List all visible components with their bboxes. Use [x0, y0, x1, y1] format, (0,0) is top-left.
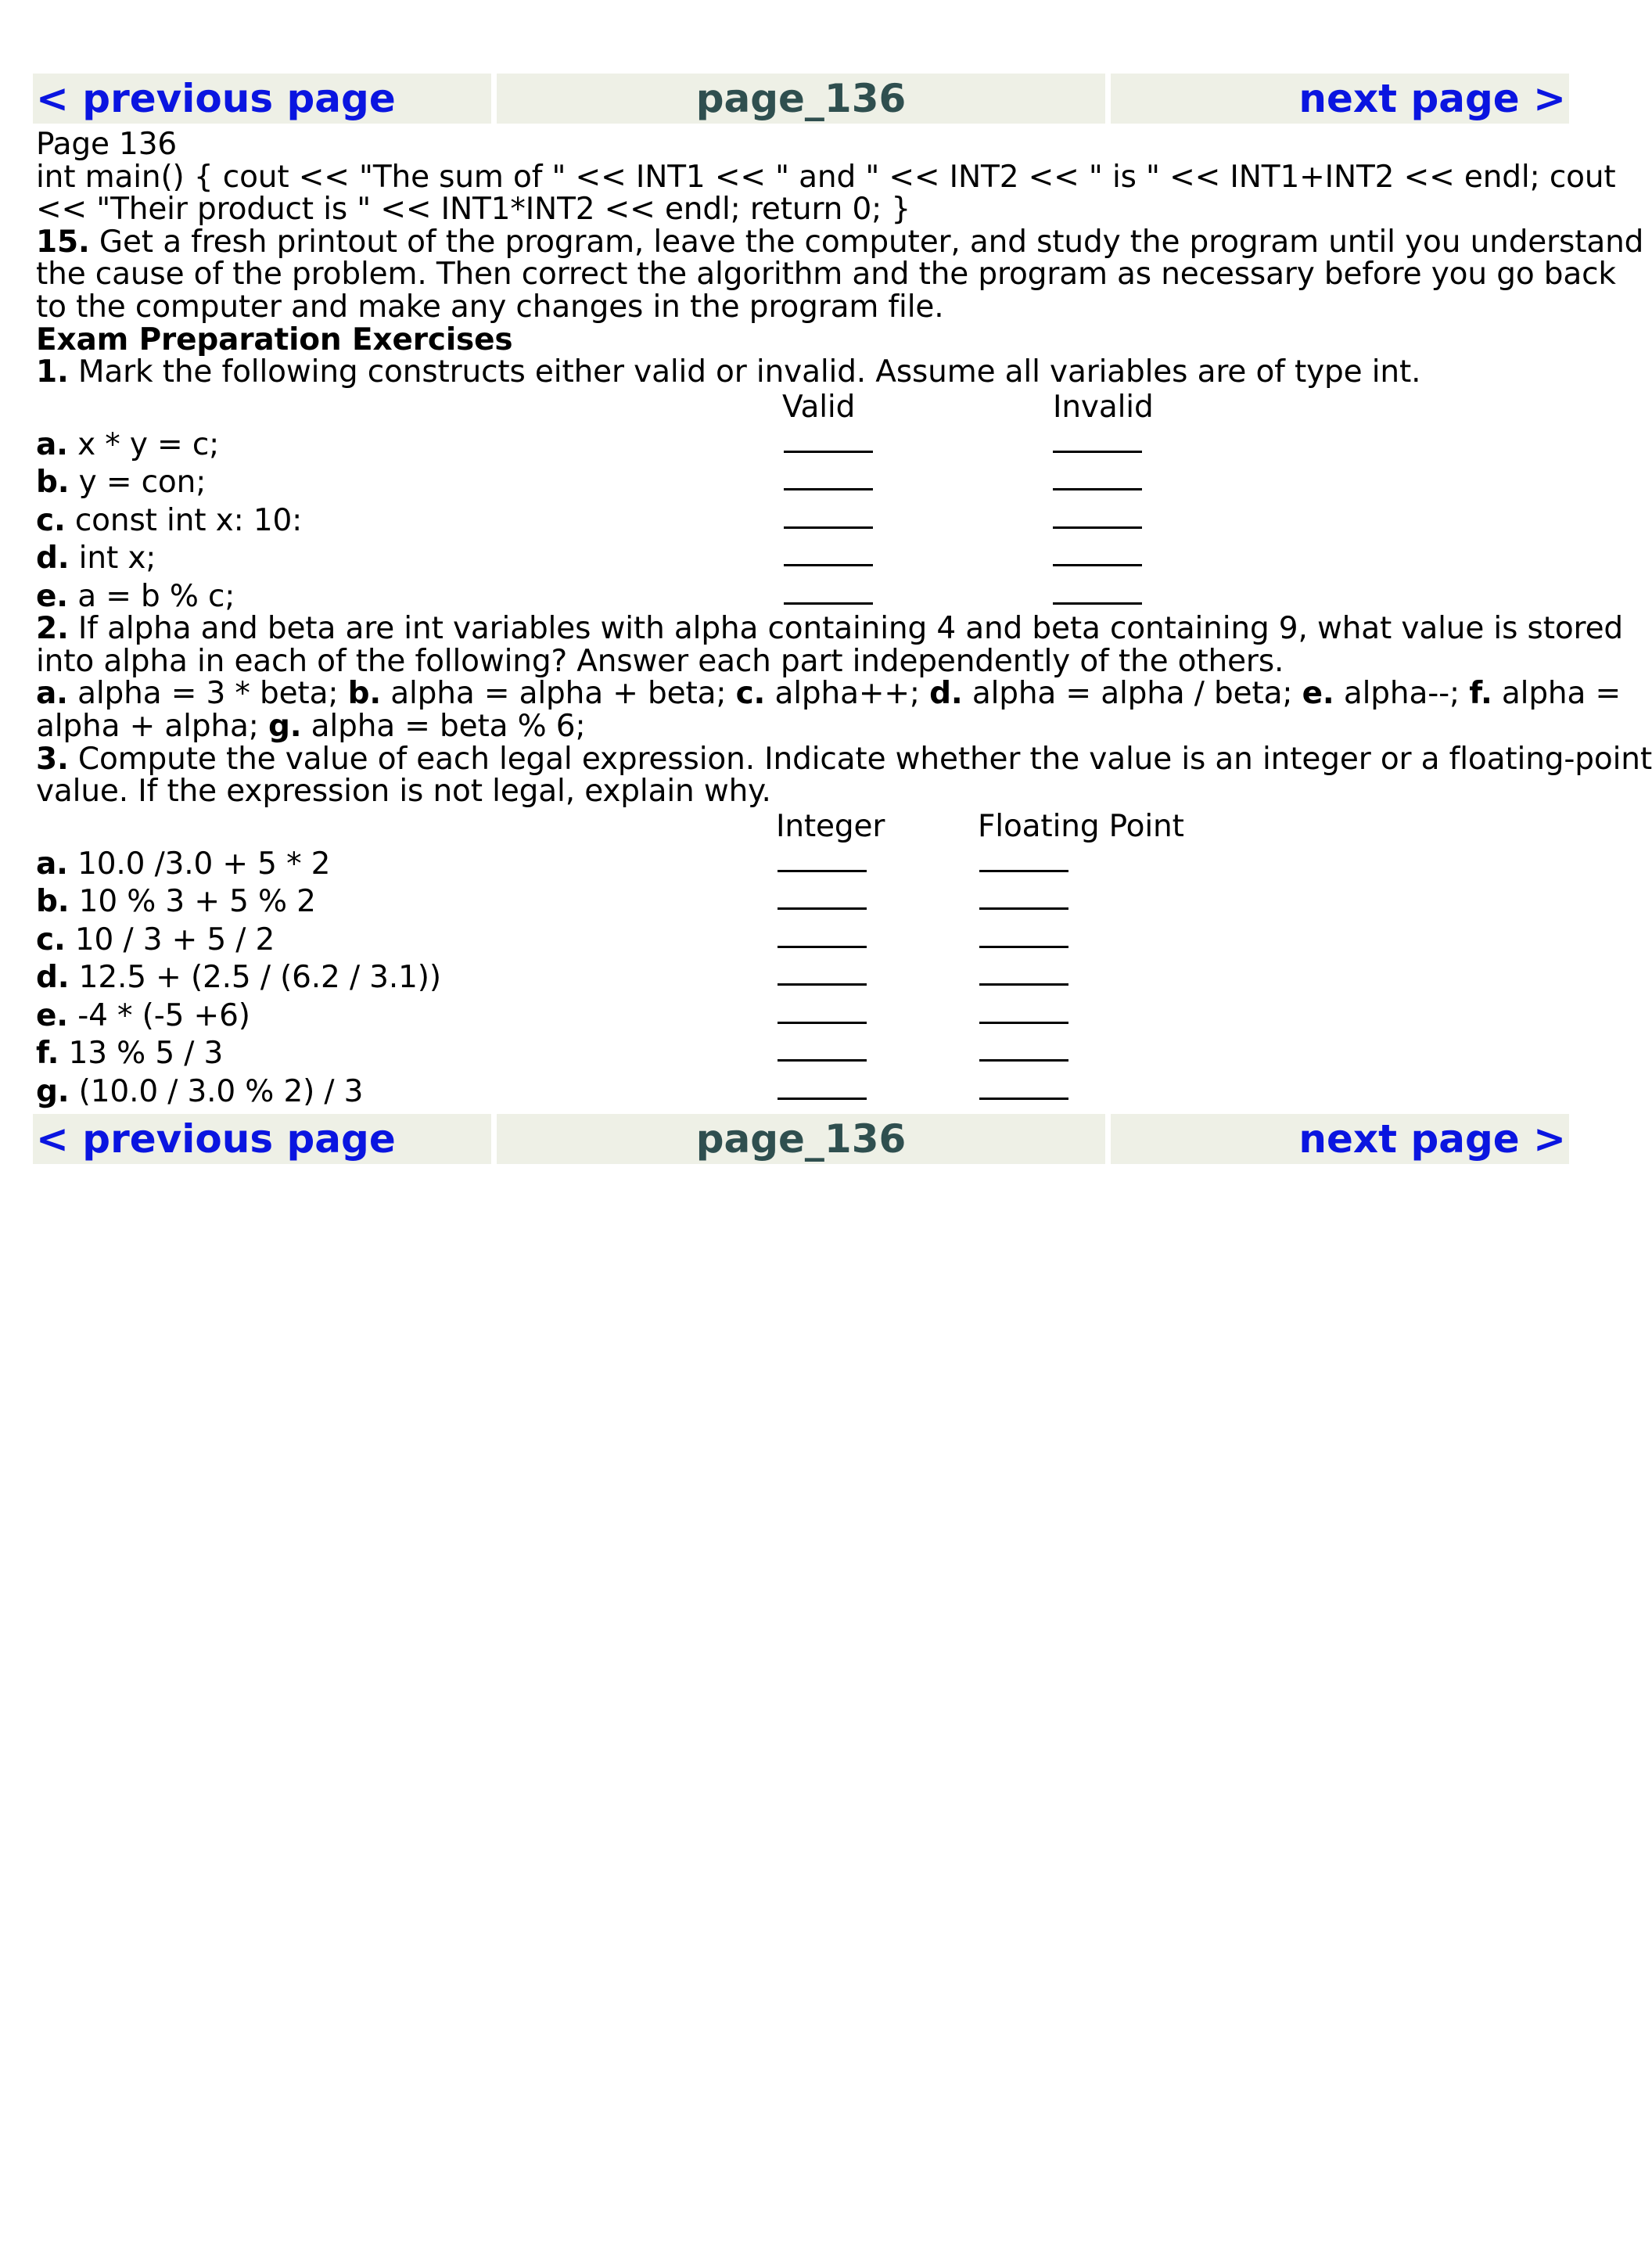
- next-page-link[interactable]: next page >: [1298, 76, 1566, 121]
- q3-row-e-integer-blank[interactable]: [778, 1022, 867, 1024]
- q1-row-d-letter: d.: [36, 541, 70, 577]
- q3-col-floating-point: Floating Point: [978, 808, 1184, 844]
- step-15-line-3: to the computer and make any changes in the program file.: [36, 289, 944, 325]
- prev-page-link[interactable]: < previous page: [36, 76, 396, 121]
- q1-row-e-valid-blank[interactable]: [784, 602, 873, 605]
- step-15-line-2: the cause of the problem. Then correct the algorithm and the program as necessary before you go back: [36, 257, 1616, 293]
- next-page-cell: [1111, 74, 1569, 124]
- q1-row-c-letter: c.: [36, 502, 66, 538]
- q2-parts-line-1: [36, 676, 1621, 712]
- q2-part-b-letter: b.: [347, 676, 381, 712]
- section-heading-text: Exam Preparation Exercises: [36, 322, 513, 357]
- q1-table: [36, 389, 1569, 616]
- bottom-page-label-cell: [497, 1114, 1105, 1164]
- step-15-number: 15.: [36, 224, 90, 260]
- q1-row-e-text: a = b % c;: [67, 578, 235, 614]
- q3-row-g-float-blank[interactable]: [979, 1098, 1068, 1100]
- q3-row-g: [36, 1073, 1569, 1112]
- q3-row-a-letter: a.: [36, 846, 68, 882]
- q1-row-a: [36, 426, 1569, 465]
- q3-col-integer: Integer: [776, 808, 885, 844]
- q1-table-header: [36, 389, 1569, 426]
- q3-row-a-integer-blank[interactable]: [778, 870, 867, 872]
- q2-part-f-text: alpha =: [1492, 676, 1621, 712]
- q3-row-d: [36, 959, 1569, 997]
- q3-row-b-text: 10 % 3 + 5 % 2: [69, 884, 316, 920]
- code-line-2: << "Their product is " << INT1*INT2 << endl; return 0; }: [36, 192, 911, 228]
- q1-row-c-valid-blank[interactable]: [784, 526, 873, 529]
- q3-row-f-float-blank[interactable]: [979, 1059, 1068, 1062]
- q3-prompt-line-2: value. If the expression is not legal, explain why.: [36, 774, 771, 810]
- top-nav-bar: [33, 74, 1569, 124]
- q3-row-f-letter: f.: [36, 1036, 59, 1072]
- q2-part-d-letter: d.: [929, 676, 963, 712]
- q2-part-d-text: alpha = alpha / beta;: [962, 676, 1302, 712]
- q1-row-c-text: const int x: 10:: [65, 502, 303, 538]
- q1-col-valid: Valid: [782, 389, 856, 425]
- page-label: page_136: [695, 76, 907, 121]
- q3-row-c: [36, 922, 1569, 960]
- q2-part-f-letter: f.: [1469, 676, 1492, 712]
- q3-row-e-float-blank[interactable]: [979, 1022, 1068, 1024]
- bottom-next-page-link[interactable]: next page >: [1298, 1116, 1566, 1162]
- q1-row-d-text: int x;: [69, 541, 156, 577]
- q2-part-c-text: alpha++;: [765, 676, 930, 712]
- step-15-line-1: [36, 224, 1644, 260]
- bottom-prev-page-cell: [33, 1114, 491, 1164]
- q1-row-d: [36, 540, 1569, 578]
- q1-row-d-valid-blank[interactable]: [784, 564, 873, 566]
- q3-table-header: [36, 808, 1569, 846]
- page-label-cell: [497, 74, 1105, 124]
- q3-row-c-letter: c.: [36, 922, 66, 957]
- q3-row-g-text: (10.0 / 3.0 % 2) / 3: [69, 1073, 364, 1109]
- q1-row-b-invalid-blank[interactable]: [1053, 488, 1142, 490]
- step-15-text-1: Get a fresh printout of the program, leave the computer, and study the program until you understand: [89, 224, 1644, 260]
- q1-row-d-invalid-blank[interactable]: [1053, 564, 1142, 566]
- q3-row-c-integer-blank[interactable]: [778, 946, 867, 948]
- q2-prompt-line-2: into alpha in each of the following? Answer each part independently of the others.: [36, 643, 1284, 679]
- q3-table: [36, 808, 1569, 1112]
- q1-text: Mark the following constructs either valid or invalid. Assume all variables are of type int.: [68, 354, 1421, 390]
- prev-page-cell: [33, 74, 491, 124]
- q3-row-c-float-blank[interactable]: [979, 946, 1068, 948]
- q3-row-d-float-blank[interactable]: [979, 983, 1068, 986]
- q1-row-b: [36, 464, 1569, 502]
- q3-row-c-text: 10 / 3 + 5 / 2: [65, 922, 275, 957]
- q3-row-a: [36, 846, 1569, 884]
- bottom-next-page-cell: [1111, 1114, 1569, 1164]
- q3-prompt-line-1: [36, 741, 1652, 777]
- q1-row-b-text: y = con;: [69, 465, 206, 501]
- q3-number: 3.: [36, 741, 69, 777]
- q3-row-f-integer-blank[interactable]: [778, 1059, 867, 1062]
- q3-row-d-integer-blank[interactable]: [778, 983, 867, 986]
- q3-row-b-integer-blank[interactable]: [778, 907, 867, 910]
- q2-part-g-letter: g.: [268, 709, 302, 745]
- q3-row-a-float-blank[interactable]: [979, 870, 1068, 872]
- q1-row-e-invalid-blank[interactable]: [1053, 602, 1142, 605]
- q3-row-f: [36, 1035, 1569, 1073]
- q3-row-g-letter: g.: [36, 1073, 70, 1109]
- bottom-nav-bar: [33, 1114, 1569, 1164]
- q3-row-e-text: -4 * (-5 +6): [67, 997, 250, 1033]
- q1-row-b-letter: b.: [36, 465, 70, 501]
- q1-row-a-valid-blank[interactable]: [784, 451, 873, 453]
- q2-parts-line-2: [36, 710, 1569, 743]
- q1-row-e-letter: e.: [36, 578, 68, 614]
- q3-row-b: [36, 883, 1569, 922]
- q3-row-a-text: 10.0 /3.0 + 5 * 2: [67, 846, 331, 882]
- q2-prompt-line-1: [36, 611, 1624, 647]
- q1-prompt: [36, 356, 1569, 389]
- q1-row-c: [36, 502, 1569, 541]
- q2-part-e-letter: e.: [1302, 676, 1334, 712]
- page-number-line: Page 136: [36, 127, 178, 162]
- q3-row-g-integer-blank[interactable]: [778, 1098, 867, 1100]
- q3-row-d-text: 12.5 + (2.5 / (6.2 / 3.1)): [69, 960, 441, 996]
- q2-part-e-text: alpha--;: [1334, 676, 1470, 712]
- q1-row-a-text: x * y = c;: [67, 426, 220, 462]
- q2-part-b-text: alpha = alpha + beta;: [381, 676, 736, 712]
- q1-row-a-letter: a.: [36, 426, 68, 462]
- q2-part-a-text: alpha = 3 * beta;: [67, 676, 348, 712]
- q1-row-a-invalid-blank[interactable]: [1053, 451, 1142, 453]
- q3-row-b-float-blank[interactable]: [979, 907, 1068, 910]
- q3-row-e: [36, 997, 1569, 1036]
- section-heading: [36, 324, 1569, 357]
- q3-text-1: Compute the value of each legal expression. Indicate whether the value is an integer or a floating-point: [68, 741, 1652, 777]
- page: [33, 74, 1652, 1164]
- bottom-prev-page-link[interactable]: < previous page: [36, 1116, 396, 1162]
- code-line-1: int main() { cout << "The sum of " << INT1 << " and " << INT2 << " is " << INT1+INT2 << endl; cout: [36, 159, 1616, 195]
- q1-row-e: [36, 578, 1569, 616]
- q2-part-f-text-cont: alpha + alpha;: [36, 709, 268, 745]
- page-content: [33, 127, 1652, 1111]
- q2-number: 2.: [36, 611, 69, 647]
- q1-row-b-valid-blank[interactable]: [784, 488, 873, 490]
- q1-row-c-invalid-blank[interactable]: [1053, 526, 1142, 529]
- q2-part-c-letter: c.: [735, 676, 766, 712]
- q1-col-invalid: Invalid: [1053, 389, 1154, 425]
- q2-part-g-text: alpha = beta % 6;: [301, 709, 586, 745]
- bottom-page-label: page_136: [695, 1116, 907, 1162]
- q2-text-1: If alpha and beta are int variables with alpha containing 4 and beta containing 9, what value is stored: [68, 611, 1624, 647]
- q3-row-f-text: 13 % 5 / 3: [59, 1036, 224, 1072]
- q2-part-a-letter: a.: [36, 676, 68, 712]
- q3-row-e-letter: e.: [36, 997, 68, 1033]
- q1-number: 1.: [36, 354, 69, 390]
- q3-row-b-letter: b.: [36, 884, 70, 920]
- q3-row-d-letter: d.: [36, 960, 70, 996]
